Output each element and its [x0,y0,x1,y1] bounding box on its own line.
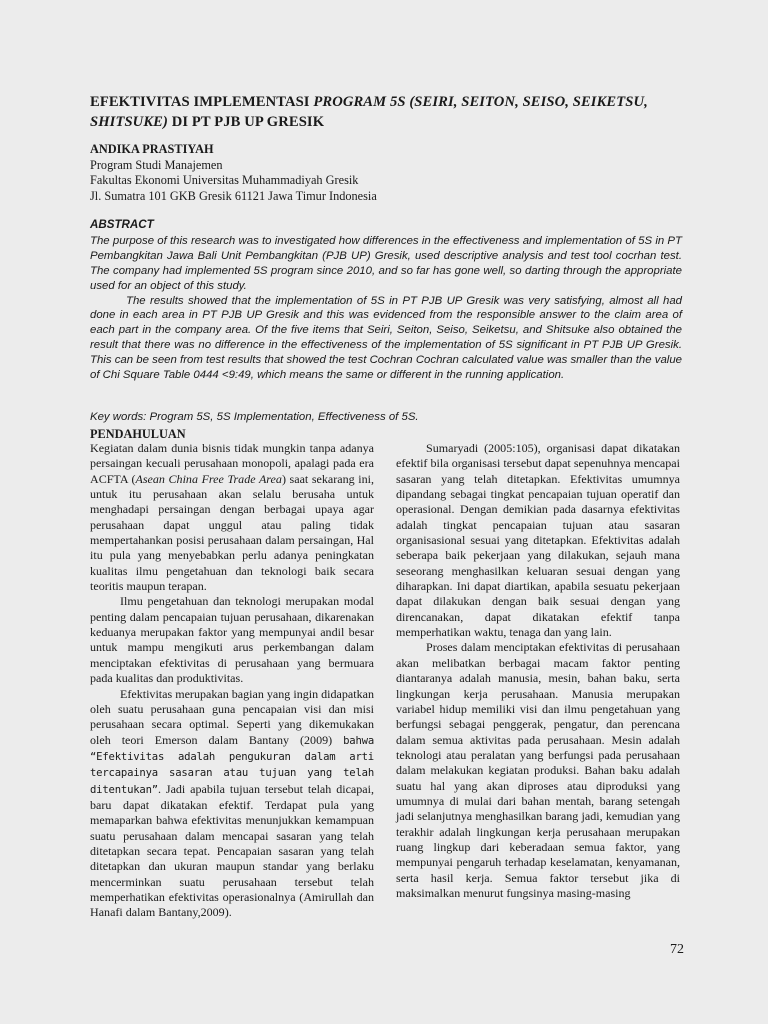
left-column [90,441,374,921]
author-block [90,142,680,204]
abstract-paragraph-1: The purpose of this research was to investigated how differences in the effectiveness and implementation of 5S in PT Pembangkitan Jawa Bali Unit Pembangkitan (PJB UP) Gresik, used descriptive analysis and test tool cocrhan test. The company had implemented 5S program since 2010, and so far has gone well, so darting through the appropriate used for an object of this study. [90,234,682,292]
title-part-2: DI PT PJB UP GRESIK [167,114,325,130]
left-p3-quote: bahwa “Efektivitas adalah pengukuran dalam arti tercapainya sasaran atau tujuan yang telah ditentukan” [90,734,374,796]
right-column [396,441,680,901]
abstract-heading: ABSTRACT [90,218,154,231]
author-affiliation-1: Program Studi Manajemen [90,157,223,172]
author-affiliation-2: Fakultas Ekonomi Universitas Muhammadiyah Gresik [90,173,359,187]
left-paragraph-3 [90,687,374,921]
page-number: 72 [670,942,684,957]
title-part-1: EFEKTIVITAS IMPLEMENTASI [90,94,314,110]
left-p1-text-a: Kegiatan dalam dunia bisnis tidak mungkin tanpa adanya persaingan kecuali perusahaan monopoli, apalagi pada era ACFTA ( [90,441,374,486]
abstract [90,218,682,383]
section-heading-pendahuluan: PENDAHULUAN [90,427,186,441]
left-p3-text-b: . Jadi apabila tujuan tersebut telah dicapai, baru dapat dikatakan efektif. Terdapat pula yang memaparkan bahwa efektivitas menunjukkan kemampuan suatu perusahaan dalam mencapai sasaran yang telah ditetapkan secara tepat. Pencapaian sasaran yang telah ditetapkan dan ukuran maupun standar yang berlaku mencerminkan suatu perusahaan tersebut telah memperhatikan efektivitas operasionalnya (Amirullah dan Hanafi dalam Bantany,2009). [90,781,374,920]
left-p1-italic: Asean China Free Trade Area [135,471,282,486]
left-paragraph-1 [90,441,374,594]
right-paragraph-1: Sumaryadi (2005:105), organisasi dapat dikatakan efektif bila organisasi tersebut dapat sepenuhnya mencapai sasaran yang telah ditetapkan. Efektivitas umumnya dipandang sebagai tingkat pencapaian tujuan operatif dan operasional. Dengan demikian pada dasarnya efektivitas adalah tingkat pencapaian tujuan atau sasaran organisasional sesuai yang ditetapkan. Efektivitas adalah seberapa baik pekerjaan yang dilakukan, sejauh mana seseorang menghasilkan keluaran sesuai dengan yang diharapkan. Ini dapat diartikan, apabila sesuatu pekerjaan dapat dilakukan dengan baik sesuai dengan yang direncanakan, dapat dikatakan efektif tanpa memperhatikan waktu, tenaga dan yang lain. [396,441,680,640]
title-italic: PROGRAM 5S (SEIRI, SEITON, SEISO, SEIKETSU, SHITSUKE) [90,94,648,130]
left-paragraph-2: Ilmu pengetahuan dan teknologi merupakan modal penting dalam pencapaian tujuan perusahaan, dikarenakan keduanya merupakan faktor yang mempunyai andil besar untuk mampu mengikuti arus perkembangan dalam menciptakan efektivitas di perusahaan yang bermuara pada kualitas dan produktivitas. [90,594,374,686]
keywords: Key words: Program 5S, 5S Implementation, Effectiveness of 5S. [90,411,419,423]
author-address: Jl. Sumatra 101 GKB Gresik 61121 Jawa Timur Indonesia [90,188,377,203]
author-name: ANDIKA PRASTIYAH [90,142,214,156]
right-paragraph-2: Proses dalam menciptakan efektivitas di perusahaan akan melibatkan berbagai macam faktor penting diantaranya adalah manusia, mesin, bahan baku, serta lingkungan kerja perusahaan. Manusia merupakan variabel hidup memiliki visi dan ilmu pengetahuan yang berfungsi sebagai penggerak, pengatur, dan perencana dalam semua aktivitas pada perusahaan. Mesin adalah teknologi atau peralatan yang berfungsi pada perusahaan dalam melakukan kegiatan produksi. Bahan baku adalah suatu hal yang akan diproses atau diproduksi yang umumnya di mulai dari bahan mentah, barang setengah jadi selanjutnya menghasilkan barang jadi, kemudian yang terakhir adalah lingkungan kerja perusahaan merupakan ruang lingkup dari keberadaan semua faktor, yang mempunyai pengaruh terhadap keselamatan, kenyamanan, serta hasil kerja. Semua faktor tersebut jika di maksimalkan menurut fungsinya masing-masing [396,640,680,900]
left-p3-text-a: Efektivitas merupakan bagian yang ingin didapatkan oleh suatu perusahaan guna pencapaian visi dan misi perusahaan secara optimal. Seperti yang dikemukakan oleh teori Emerson dalam Bantany (2009) [90,686,374,747]
paper-title [90,92,680,132]
abstract-paragraph-2: The results showed that the implementation of 5S in PT PJB UP Gresik was very satisfying, almost all had done in each area in PT PJB UP Gresik and this was evidenced from the responsible answer to the claim area of each part in the company area. Of the five items that Seiri, Seiton, Seiso, Seiketsu, and Shitsuke also obtained the result that there was no difference in the effectiveness of the implementation of 5S significant in PT PJB UP Gresik. This can be seen from test results that showed the test Cochran Cochran calculated value was smaller than the value of Chi Square Table 0444 <9:49, which means the same or different in the running application. [90,294,682,382]
left-p1-text-b: ) saat sekarang ini, untuk itu perusahaan akan selalu berusaha untuk menghadapi persaingan dengan berbagai upaya agar perusahaan dapat unggul atau paling tidak mempertahankan posisi perusahaan dalam persaingan, Hal itu pula yang menyebabkan perlu adanya peningkatan kualitas ilmu pengetahuan dan teknologi baik secara teoritis maupun terapan. [90,471,375,594]
